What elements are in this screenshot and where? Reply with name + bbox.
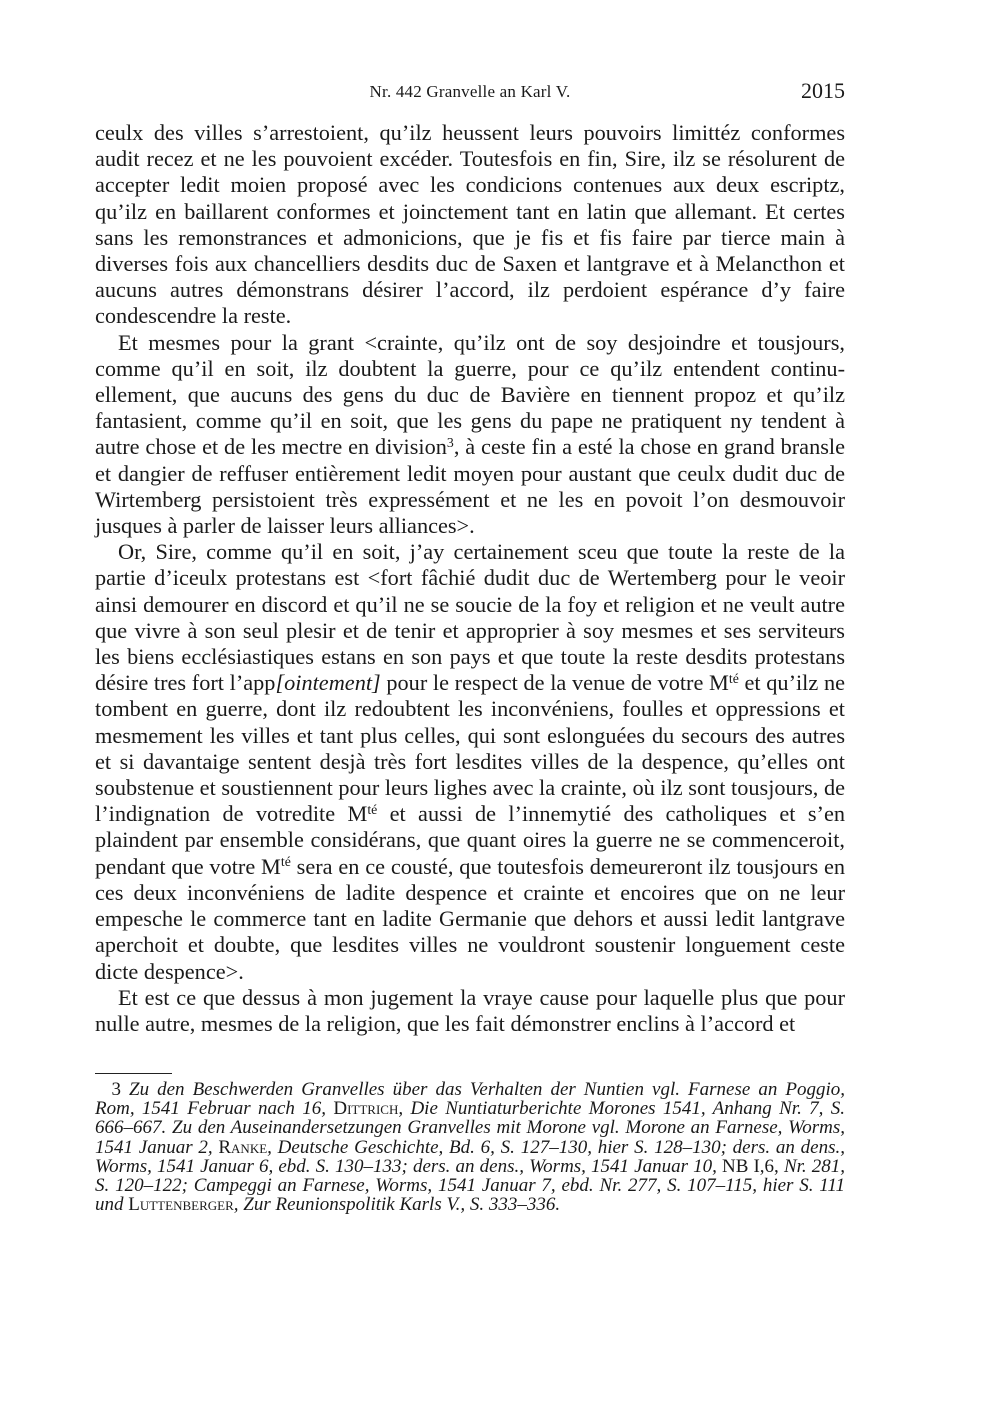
paragraph-3-text-b: pour le respect de la venue de votre M xyxy=(380,670,729,696)
page-number: 2015 xyxy=(801,78,845,103)
paragraph-2-text-a: Et mesmes pour la grant <crainte, qu’ilz ont de soy desjoindre et tousjours, comme qu’il en soit, ilz doubtent la guerre, pour ce qu’ilz entendent continuellement, que aucuns des gens du duc de Bavière en tiennent propoz et qu’ilz fantasient, comme qu’il en soit, que les gens du pape ne pratiquent ny tendent à autre chose et de les mectre en division xyxy=(95,329,845,460)
footnote-text-5: , Zur Reunionspolitik Karls V., S. 333–336. xyxy=(233,1194,561,1216)
running-head xyxy=(95,78,845,108)
footnote-text-1: Zu den Beschwerden Granvelles über das Verhalten der Nuntien vgl. Farnese an Poggio, Rom, 1541 Februar nach 16, xyxy=(95,1079,845,1120)
paragraph-2 xyxy=(95,330,845,540)
paragraph-3-text-c: et qu’ilz ne tombent en guerre, dont ilz redoubtent les inconvéniens, foulles et oppressions et mesmement les villes et tant plus celles, qui sont eslonguées du secours des autres et si davantaige sentent desjà très fort lesdites villes de la despence, qu’elles ont soubstenue et soustiennent pour leurs lighes avec la crainte, où ilz sont tousjours, de l’indignation de votredite M xyxy=(95,670,845,827)
paragraph-2-text-b: , à ceste fin a esté la chose en grand bransle et dangier de reffuser entièrement ledit moyen pour austant que ceulx dudit duc de Wirtemberg persistoient très expressément et ne les en povoit l’on desmouvoir jusques à parler de laisser leurs alliances>. xyxy=(95,434,845,539)
running-title: Nr. 442 Granvelle an Karl V. xyxy=(369,82,571,101)
paragraph-3-text-e: sera en ce cousté, que toutesfois demeureront ilz tousjours en ces deux inconvéniens de ladite despence et crainte et encoires que on ne leur empesche le commerce tant en ladite Germanie que dehors et aussi ledit lantgrave aperchoit et doubte, que lesdites villes ne vouldront soustenir longuement ceste dicte despence>. xyxy=(95,853,845,984)
paragraph-4-text: Et est ce que dessus à mon jugement la vraye cause pour laquelle plus que pour nulle autre, mesmes de la religion, que les fait démonstrer enclins à l’accord et xyxy=(95,984,845,1036)
footnote-divider xyxy=(95,1073,172,1074)
paragraph-3-text-a: Or, Sire, comme qu’il en soit, j’ay certainement sceu que toute la reste de la partie d’iceulx protestans est <fort fâchié dudit duc de Wertemberg pour le veoir ainsi demourer en discord et qu’il ne se soucie de la foy et religion et ne veult autre que vivre à son seul plesir et de tenir et approprier à soy mesmes et ses serviteurs les biens ecclésiastiques estans en son pays et que toute la reste desdits protestans désire tres fort l’app xyxy=(95,539,845,696)
footnote-text-3: , Deutsche Geschichte, Bd. 6, S. 127–130, hier S. 128–130; ders. an dens., Worms, 1541 Januar 6, ebd. S. 130–133; ders. an dens., Worms, 1541 Januar 10, xyxy=(95,1136,846,1177)
editorial-emendation: [ointement] xyxy=(275,670,381,696)
footnote-text-4: Nr. 281, S. 120–122; Campeggi an Farnese, Worms, 1541 Januar 7, ebd. Nr. 277, S. 107–115, hier S. 111 und xyxy=(95,1155,846,1216)
footnotes xyxy=(95,1080,845,1214)
main-text xyxy=(95,120,845,1037)
footnote-text-2: , Die Nuntiaturberichte Morones 1541, Anhang Nr. 7, S. 666–667. Zu den Auseinandersetzungen Granvelles mit Morone vgl. Morone an Farnese, Worms, 1541 Januar 2, xyxy=(95,1098,846,1158)
paragraph-3-text-d: et aussi de l’innemytié des catholiques et s’en plaindent par ensemble considérans, que quant oires la guerre ne se commenceroit, pendant que votre M xyxy=(95,801,845,879)
footnote-ref-3[interactable]: 3 xyxy=(446,434,454,450)
paragraph-1-text: ceulx des villes s’arrestoient, qu’ilz heussent leurs pouvoirs limittéz conformes audit recez et ne les pouvoient excéder. Toutesfois en fin, Sire, ilz se résolurent de accepter ledit moien proposé avec les condicions contenues aux deux escriptz, qu’ilz en baillarent conformes et joinctement tant en latin que allemant. Et certes sans les remonstrances et admonicions, que je fis et fis faire par tierce main à diverses fois aux chancelliers desdits duc de Saxen et lantgrave et à Melancthon et aucuns autres démonstrans désirer l’accord, ilz perdoient espérance d’y faire condescendre la reste. xyxy=(95,120,845,329)
footnote-number: 3 xyxy=(111,1079,121,1100)
paragraph-1 xyxy=(95,120,845,330)
superscript-te-1: té xyxy=(728,670,739,686)
footnote-3 xyxy=(95,1080,845,1214)
paragraph-3 xyxy=(95,539,845,984)
nb-reference: NB I,6, xyxy=(721,1155,779,1177)
author-ranke: Ranke xyxy=(218,1136,268,1158)
superscript-te-2: té xyxy=(367,801,378,817)
author-luttenberger: Luttenberger xyxy=(128,1194,234,1216)
author-dittrich: Dittrich xyxy=(333,1098,399,1120)
superscript-te-3: té xyxy=(280,854,291,870)
paragraph-4 xyxy=(95,985,845,1037)
